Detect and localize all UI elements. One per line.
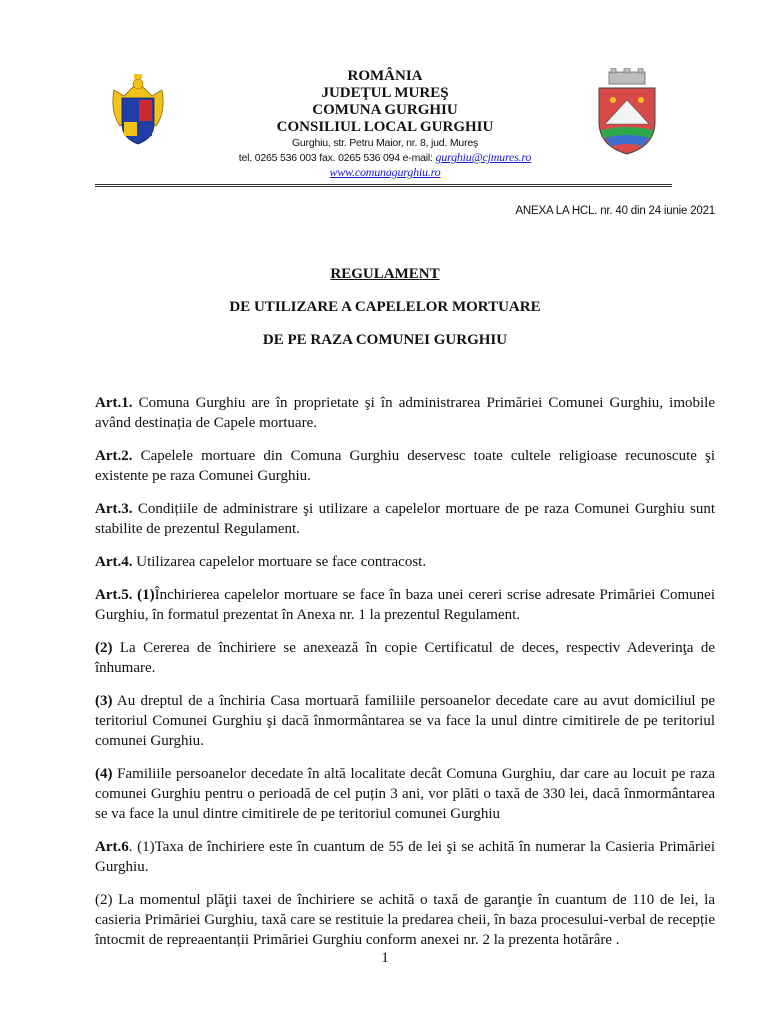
article-paragraph: [95, 638, 715, 678]
article-label: Art.4.: [95, 554, 133, 570]
annex-reference: ANEXA LA HCL. nr. 40 din 24 iunie 2021: [515, 205, 715, 217]
article-text: La Cererea de închiriere se anexează în copie Certificatul de deces, respectiv Adeverinţa de înhumare.: [95, 640, 715, 676]
article-text: Comuna Gurghiu are în proprietate şi în administrarea Primăriei Comunei Gurghiu, imobile având destinația de Capele mortuare.: [95, 395, 715, 431]
page-number: 1: [381, 950, 389, 966]
article-label: (2): [95, 640, 113, 656]
header-country: ROMÂNIA: [347, 68, 423, 84]
article-text: (2) La momentul plăţii taxei de închiriere se achită o taxă de garanţie în cuantum de 110 de lei, la casieria Primăriei Gurghiu, taxă care se restituie la predarea cheii, în baza procesului-verbal de recepție întocmit de repreaentanții Primăriei Gurghiu conform anexei nr. 2 la prezenta hotărâre .: [95, 892, 715, 948]
article-label: (4): [95, 766, 113, 782]
article-text: . (1)Taxa de închiriere este în cuantum de 55 de lei şi se achită în numerar la Casieria Primăriei Gurghiu.: [95, 839, 715, 875]
header-address: Gurghiu, str. Petru Maior, nr. 8, jud. Mureş: [291, 137, 479, 149]
article-label: Art.1.: [95, 395, 133, 411]
article-label: Art.6: [95, 839, 129, 855]
gurghiu-coat-of-arms-icon: [595, 68, 659, 156]
romania-coat-of-arms-icon: [108, 72, 168, 150]
header-county: JUDEŢUL MUREŞ: [321, 85, 449, 101]
header-commune: COMUNA GURGHIU: [312, 102, 458, 118]
article-paragraph: [95, 837, 715, 877]
title-regulament: REGULAMENT: [330, 266, 440, 282]
title-scope: DE PE RAZA COMUNEI GURGHIU: [262, 332, 508, 348]
article-paragraph: [95, 585, 715, 625]
article-text: Condițiile de administrare şi utilizare a capelelor mortuare de pe raza Comunei Gurghiu sunt stabilite de prezentul Regulament.: [95, 501, 715, 537]
article-text: Capelele mortuare din Comuna Gurghiu deservesc toate cultele religioase recunoscute şi existente pe raza Comunei Gurghiu.: [95, 448, 715, 484]
article-text: Au dreptul de a închiria Casa mortuară familiile persoanelor decedate care au avut domiciliul pe teritoriul Comunei Gurghiu şi dacă înmormântarea se va face la unul dintre cimitirele de pe teritoriul comunei Gurghiu.: [95, 693, 715, 749]
article-text: Închirierea capelelor mortuare se face în baza unei cereri scrise adresate Primăriei Comunei Gurghiu, în formatul prezentat în Anexa nr. 1 la prezentul Regulament.: [95, 587, 715, 623]
header-contact-line: [190, 150, 580, 165]
article-paragraph: [95, 890, 715, 950]
article-label: (3): [95, 693, 113, 709]
article-label: Art.3.: [95, 501, 133, 517]
header-website-line: [190, 165, 580, 180]
header-email-link[interactable]: gurghiu@cjmures.ro: [435, 150, 532, 164]
article-text: Familiile persoanelor decedate în altă localitate decât Comuna Gurghiu, dar care au locuit pe raza comunei Gurghiu pentru o perioadă de cel puțin 3 ani, vor plăti o taxă de 330 lei, dacă înmormântarea se va face la unul dintre cimitirele de pe teritoriul comunei Gurghiu: [95, 766, 715, 822]
title-subject: DE UTILIZARE A CAPELELOR MORTUARE: [229, 299, 541, 315]
article-paragraph: [95, 691, 715, 751]
article-label: Art.2.: [95, 448, 133, 464]
document-header: [190, 68, 580, 180]
article-paragraph: [95, 764, 715, 824]
header-council: CONSILIUL LOCAL GURGHIU: [276, 119, 494, 135]
article-label: Art.5. (1): [95, 587, 155, 603]
header-divider: [95, 184, 672, 187]
article-paragraph: [95, 499, 715, 539]
header-website-link[interactable]: www.comunagurghiu.ro: [329, 165, 441, 179]
article-paragraph: [95, 552, 715, 572]
article-paragraph: [95, 393, 715, 433]
article-text: Utilizarea capelelor mortuare se face contracost.: [132, 554, 427, 570]
article-paragraph: [95, 446, 715, 486]
header-contact: tel. 0265 536 003 fax. 0265 536 094 e-mail:: [238, 152, 433, 164]
document-body: [95, 393, 715, 963]
